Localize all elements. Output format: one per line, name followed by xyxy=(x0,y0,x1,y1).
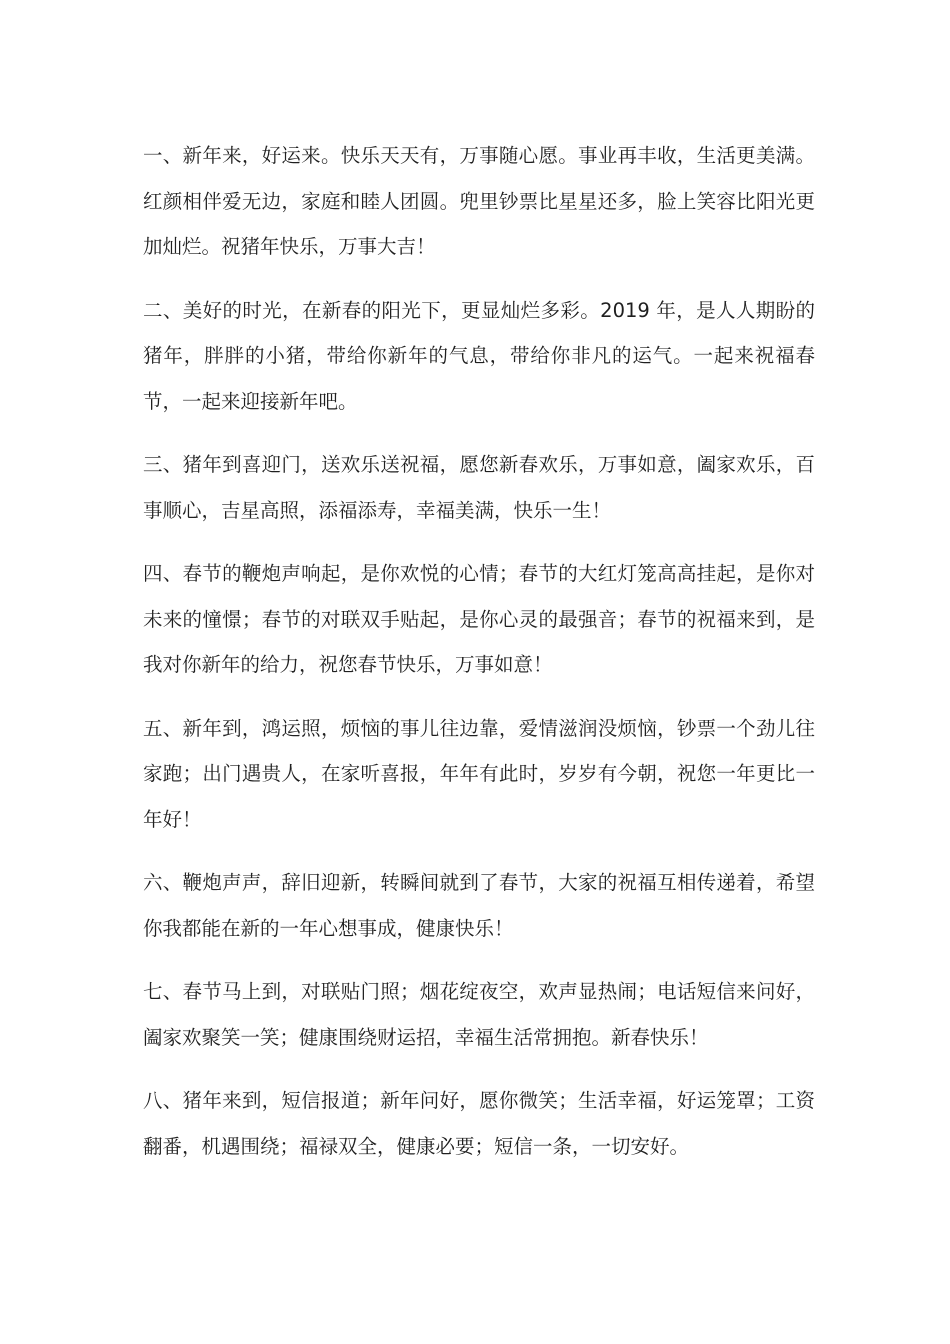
greeting-paragraph-3: 三、猪年到喜迎门，送欢乐送祝福，愿您新春欢乐，万事如意，阖家欢乐，百事顺心，吉星高照，添福添寿，幸福美满，快乐一生！ xyxy=(143,453,815,522)
greeting-paragraph-4: 四、春节的鞭炮声响起，是你欢悦的心情；春节的大红灯笼高高挂起，是你对未来的憧憬；春节的对联双手贴起，是你心灵的最强音；春节的祝福来到，是我对你新年的给力，祝您春节快乐，万事如意！ xyxy=(143,562,815,676)
greeting-paragraph-6: 六、鞭炮声声，辞旧迎新，转瞬间就到了春节，大家的祝福互相传递着，希望你我都能在新的一年心想事成，健康快乐！ xyxy=(143,871,815,940)
greeting-paragraph-5: 五、新年到，鸿运照，烦恼的事儿往边靠，爱情滋润没烦恼，钞票一个劲儿往家跑；出门遇贵人，在家听喜报，年年有此时，岁岁有今朝，祝您一年更比一年好！ xyxy=(143,716,815,831)
document-body xyxy=(143,133,815,1187)
greeting-paragraph-7: 七、春节马上到，对联贴门照；烟花绽夜空，欢声显热闹；电话短信来问好，阖家欢聚笑一笑；健康围绕财运招，幸福生活常拥抱。新春快乐！ xyxy=(143,980,815,1049)
greeting-paragraph-1: 一、新年来，好运来。快乐天天有，万事随心愿。事业再丰收，生活更美满。红颜相伴爱无边，家庭和睦人团圆。兜里钞票比星星还多，脸上笑容比阳光更加灿烂。祝猪年快乐，万事大吉！ xyxy=(143,144,815,258)
greeting-paragraph-8: 八、猪年来到，短信报道；新年问好，愿你微笑；生活幸福，好运笼罩；工资翻番，机遇围绕；福禄双全，健康必要；短信一条，一切安好。 xyxy=(143,1089,815,1158)
greeting-paragraph-2: 二、美好的时光，在新春的阳光下，更显灿烂多彩。2019 年，是人人期盼的猪年，胖胖的小猪，带给你新年的气息，带给你非凡的运气。一起来祝福春节，一起来迎接新年吧。 xyxy=(143,298,815,413)
